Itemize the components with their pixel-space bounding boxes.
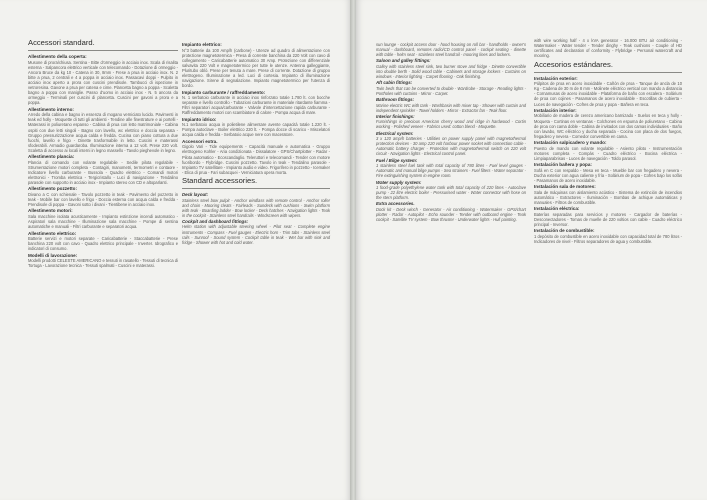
section-paragraph: Dock kit - Deck winch - Generator - Air conditioning - Watermaker - GPS/chart plotter - Radar - Autopilot - Echo sounder - Tender with outboard engine - Teak cockpit - Satellite TV system - Bow thruster - Underwater lights - Hull painting. [376,206,526,222]
section-paragraph: Sala de máquinas con aislamiento acústico - Sistema de extinción de incendios automático - Extractores - Iluminación - Bombas de achique automáticas y manuales - Filtros de combustible. [534,189,682,205]
section-paragraph: Gigolo Vari - Tide equipements - Capacità manuale e automatica - Gruppo elettrogeno Kohler - Aria condizionata - Dissalatore - GPS/Chartplotter - Radar - Pilota automatico - Ecoscandaglio. Teleruttori e telecomandi - Tender con motore fuoribordo - Flybridge. Cuscini pozzetto. Tavolo in teak - Tendalino parasole - Impianto TV satellitare - Impianto audio e video. Frigorifero in pozzetto - Icemaker - Elica di prua - Fari subacquei - Verniciatura opera morta. [182,144,330,175]
section-heading: Instalación de combustible: [534,228,595,234]
section-paragraph: Batterie servizi e motori separate - Caricabatterie - Staccabatterie - Prese banchina 220 volt con cavo - Quadro elettrico principale - Inverter. Idrografico e indicatori di consumo. [28,236,178,252]
section-heading: Allestimento plancia: [28,154,75,160]
section-paragraph: N. 1 serbatoio carburante in acciaio inox rinforzato totale 1.780 lt. con bocche separate e livello controllo - Tubazioni carburante in materiale ritardante fiamma - Filtri separatori acqua/carburante - Valvole d'intercettazione rapida carburante - Raffreddamento motori con scambiatore di calore - Pompa acqua di mare. [182,95,330,116]
section-heading: Cockpit and dashboard fittings: [182,219,249,225]
section-heading: Extra accessories. [376,201,415,207]
section-paragraph: 1 depósito de combustible en acero inoxidable con capacidad total de 780 litros - Indicadores de nivel - Filtros separadores de agua y combustible. [534,233,682,244]
section-heading: Instalación eléctrica: [534,206,580,212]
section-heading: Instalación salpicadero y mando: [534,140,607,146]
section-heading: Instalación exterior: [534,75,578,81]
section-heading: Allestimento motori: [28,208,73,214]
section-paragraph: 3 x 120 amp/h batteries - Utilities on power supply panel with magnetothermal protection devices - 30 amp 220 volt harbour power socket with connection cable - Automatic battery charger - Protection with magnetothermal switch on 220 volt circuit - Navigation lights - Electrical control panel. [376,136,526,157]
section-heading: Impianto carburante / raffreddamento: [182,89,266,95]
section-heading: Accessori extra. [182,138,218,144]
section-heading: Allestimento interno: [28,106,74,112]
section-paragraph: Musone di prora/chiusa. Sentina - Bitte d'ormeggio in acciaio inox. Scala di risalita esterna - Salpancora elettrico verticale con telecomando - Dotazione di ormeggio - Ancora Bruce da kg 10 - Catena in 30, 8mm - Frese a prua in acciaio inox. N. 2 bitte a prua, 2 centrali e 4 a poppa in acciaio inox. Passacavi doppi - Pulpito in acciaio inox aperto a prora con cuscini prendisole. Tambucci di ispezione in vetroresina. Gavone a prua per catena e cime. Plancetta bagno a poppa - Scaletta bagno a poppa con maniglie. Passo d'uomo in acciaio inox - N. 5 ancora da ormeggio - Terminali per cuscini di plancetta. Cuscini per gavoni a prora e a poppa. [28,59,178,106]
right-column-2 [534,38,682,245]
section-heading: Water supply system: [376,179,422,185]
section-heading: Allestimento della coperta: [28,54,87,59]
section-paragraph: Galley with stainless steel sink, two burner stove and fridge - Dinette convertible into double berth - Solid wood table - Cabinets and storage lockers - Curtains on windows - Interior lighting - Carpet flooring - Oak finishing. [376,63,526,80]
section-heading: Instalación bañera y popa: [534,162,592,168]
section-heading: Aft cabin fittings: [376,80,413,86]
section-paragraph: Helm station with adjustable steering wheel - Pilot seat - Complete engine instruments - Compass - Fuel gauges - Electric horn - Trim tabs - Stainless steel rails - Sunroof - Sound system - Cockpit table in teak - Wet bar with sink and fridge - Shower with hot and cold water. [182,224,330,245]
section-paragraph: Marine electric WC with tank - Washbasin with mixer tap - Shower with curtain and independent sprinkler - Towel holders - Mirror - Extractor fan - Teak floor. [376,102,526,113]
title-rule [534,72,682,73]
section-paragraph: Plancia di comando con volante regolabile - Sedile pilota regolabile - Strumentazione motori completa - Contagiri, manometri, termometri e contaore - Indicatore livello carburante - Bussola - Quadro elettrico - Comandi motori elettronici - Tromba elettrica - Tergicristallo - Luci di navigazione - Tendalino parasole con supporto in acciaio inox - Impianto stereo con CD e altoparlanti. [28,159,178,186]
section-heading: Allestimento elettrico: [28,230,77,236]
section-paragraph: 1 stainless steel fuel tank with total capacity of 780 litres - Fuel level gauges - Automatic and manual bilge pumps - Sea strainers - Fuel filters - Water separator - Fire extinguishing system in engine room. [376,163,526,179]
section-title: Accesorios estándares. [534,59,613,69]
section-paragraph: Sala macchine isolata acusticamente - Impianto estinzione incendi automatico - Aspiratori sala macchine - Illuminazione sala macchine - Pompe di sentina automatiche e manuali - Filtri carburante e separatori acqua. [28,214,178,230]
section-heading: Instalación sala de motores: [534,184,596,190]
title-rule [28,50,178,51]
section-paragraph: Sofá en C con respaldo - Mesa en teca - Mueble bar con fregadero y nevera - Ducha exterior con agua caliente y fría - Solárium de popa - Cofres bajo los sofás - Pasamanos de acero inoxidable. [534,167,682,183]
left-page [0,0,351,500]
section-paragraph: Twin beds that can be converted to double - Wardrobe - Storage - Reading lights - Portholes with curtains - Mirror - Carpet. [376,85,526,96]
section-heading: Allestimento pozzetto: [28,186,77,192]
section-heading: Fuel / Bilge system: [376,157,418,163]
section-paragraph: Arredo della cabina e bagno in essenza di mogano verniciato lucido. Pavimenti in teak ed holly - Moquette di tutti gli ambienti - Tendine alle finestrature e ai portelli - Materassi in poliuretano espanso - Cabina di prua con letto matrimoniale - Cabina ospiti con due letti singoli - Bagno con lavello, wc elettrico e doccia separata - Gruppo pressurizzazione acqua calda e fredda. Cucina con piano cottura a due fuochi, lavello e frigo - Dinette trasformabile in letto. Cuscini e materassi sfoderabili. Armadio guardaroba. Illuminazione interna a 12 volt. Prese 220 volt. Scaletta di accesso ai locali interni in legno massello - Tavolo pieghevole in legno. [28,112,178,153]
section-paragraph: Puesto de mando con volante regulable - Asiento piloto - Instrumentación motores completa - Compás - Cuadro eléctrico - Bocina eléctrica - Limpiaparabrisas - Luces de navegación - Toldo parasol. [534,145,682,161]
right-page [356,0,707,500]
section-paragraph: Baterías separadas para servicios y motores - Cargador de baterías - Desconectadores - Tomas de muelle de 220 voltios con cable - Cuadro eléctrico principal - Inversor. [534,211,682,228]
section-heading: Modelli di lavorazione: [28,252,78,258]
section-title: Accessori standard. [28,38,95,47]
section-paragraph: Divano a C con schienale - Tavolo pozzetto in teak - Pavimento del pozzetto in teak - Mobile bar con lavello e frigo - Doccia esterna con acqua calda e fredda - Prendisole di poppa - Gavoni sotto i divani - Tientibene in acciaio inox. [28,192,178,208]
left-column-1 [28,38,178,270]
section-heading: Instalación interior: [534,107,577,113]
section-paragraph: sun lounge - cockpit access door - hood housing on roll bar - handholds - owner's manual - dashboard, remotes radio/CD control panel - cockpit seating - dinette with table - helm seat - stainless steel handrail - mooring lines and lockers. [376,42,526,58]
section-title: Standard accessories. [182,176,258,186]
section-paragraph: Furnishings in precious American cherry wood and ridge in hardwood - Cortin working - Polished veneer - Fabrics used: cotton blend - Moquette. [376,119,526,130]
section-heading: Saloon and galley fittings: [376,58,431,64]
section-heading: Interior finishings: [376,113,415,119]
section-paragraph: Mobiliario de madera de cerezo americano barnizado - Suelos en teca y holly - Moqueta - Cortinas en ventanas - Colchones en espuma de poliuretano - Cabina de proa con cama doble - Cabina de invitados con dos camas individuales - Baño con lavabo, WC eléctrico y ducha separada - Cocina con placa de dos fuegos, fregadero y nevera - Comedor convertible en cama. [534,113,682,139]
section-heading: Impianto idrico: [182,116,217,122]
right-column-1 [376,42,526,223]
section-paragraph: N.1 serbatoio acqua in polietilene alimentare avente capacità totale 1.220 lt. - Pompa autoclave - Boiler elettrico 220 lt. - Pompa docce di scarico - Miscelatori acqua calda e fredda - Serbatoio acque nere con maceratore. [182,122,330,138]
section-heading: Impianto elettrico: [182,42,222,47]
section-heading: Bathroom fittings: [376,97,415,103]
title-rule [182,188,330,189]
section-heading: Deck layout: [182,192,209,198]
section-paragraph: with wire working half - 4 x kVA generator - 16.000 BTU air conditioning - Watermaker - Water tender - Tender dinghy - Teak cushions - Couple of HD certificates and declaration of conformity - Flybridge - Personal watercraft and mooring. [534,38,682,59]
section-paragraph: Modelli prodotti CELESTE AMERICANO e tessuti in rasatello - Tessuti di tecnica di Tortuga - Lavorazione tecnica - Tessuti spalmati - Cuscini e materassi. [28,258,178,269]
left-column-2 [182,42,330,246]
section-paragraph: N°3 batterie da 100 Amp/h (carbone) - Utenze ad quadro di alimentazione con protezione magnetotermica - Presa di corrente banchina da 220 Volt con cavo di collegamento - Caricabatterie automatico 30 Amp. Protezione con differenziale salvavita 220 Volt e magnetotermico per tutte le utenze. Antenna galleggiante, Pluritubo oblò. Prese per tenuta a mare. Prese di corrente. Dotazione di gruppo elettrogeno. Illuminazione a led. Luci di cortesia. Impianto di illuminazione navigazione. Sirene di segnalazione. Impianto magnetotermico per l'utenza di bordo. [182,47,330,89]
section-paragraph: Stainless steel bow pulpit - Anchor windlass with remote control - Anchor roller and chain - Mooring cleats - Fairleads - Sundeck with cushions - Swim platform with teak - Boarding ladder - Bow locker - Deck hatches - Navigation lights - Teak in the cockpit - Stainless steel handrails - Windscreen with wipers. [182,197,330,218]
section-heading: Electrical system: [376,130,414,136]
section-paragraph: 1 food-grade polyethylene water tank with total capacity of 220 litres - Autoclave pump - 22 litre electric boiler - Pressurised water - Water connector with hose on the stern platform. [376,184,526,201]
section-paragraph: Púlpitos de proa en acero inoxidable - Cañón de proa - Tanque de ancla de 10 Kg - Cadena de 30 m de 8 mm - Molinete eléctrico vertical con mando a distancia - Cornamusas de acero inoxidable - Plataforma de baño con escalera - Solárium de proa con cojines - Pasamanos de acero inoxidable - Escotillas de cubierta - Luces de navegación - Cofres de proa y popa - Bañera en teca. [534,81,682,107]
